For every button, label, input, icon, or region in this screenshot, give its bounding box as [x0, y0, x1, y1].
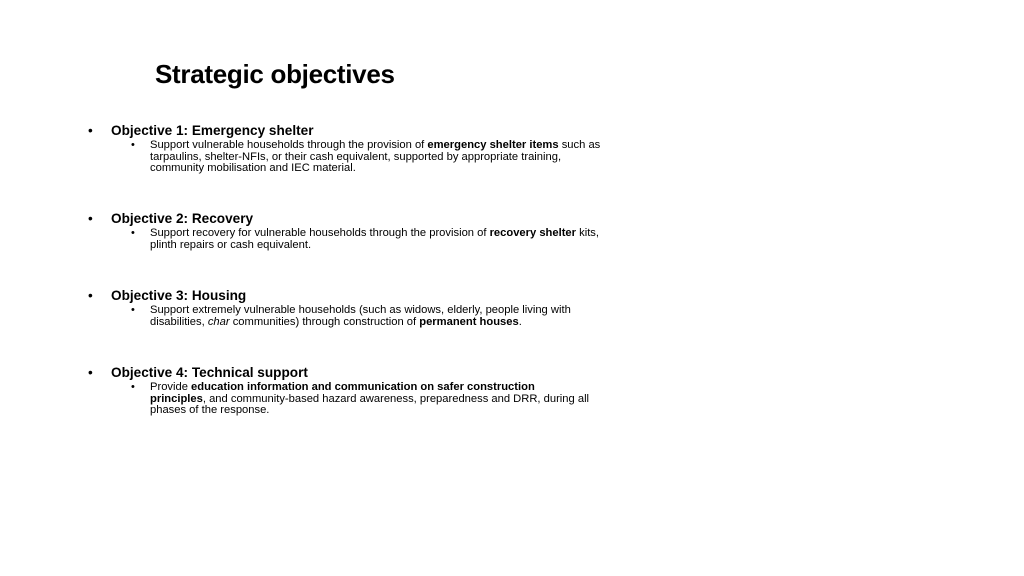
- bullet-icon: •: [88, 288, 93, 303]
- text-run: Provide: [150, 381, 192, 393]
- objective-item: [88, 364, 628, 417]
- emphasis-bold: permanent houses: [419, 315, 519, 328]
- emphasis-bold: education information and communication on safer construction principles: [150, 381, 535, 405]
- bullet-icon: •: [88, 365, 93, 380]
- bullet-icon: •: [88, 211, 93, 226]
- objective-heading-text: Objective 3: Housing: [111, 288, 247, 303]
- text-run: , and community-based hazard awareness, preparedness and DRR, during all phases of the response.: [150, 392, 590, 417]
- objective-detail-text: [150, 381, 589, 416]
- objective-heading-text: Objective 4: Technical support: [111, 365, 308, 380]
- objectives-list: [88, 0, 628, 576]
- objective-heading-text: Objective 1: Emergency shelter: [111, 123, 314, 138]
- text-run: Support recovery for vulnerable households through the provision of: [150, 227, 490, 239]
- objective-detail-text: [150, 304, 571, 328]
- objective-heading: [88, 287, 628, 305]
- text-run: Support extremely vulnerable households (such as widows, elderly, people living with disabilities,: [150, 304, 571, 328]
- objective-detail: [88, 228, 602, 251]
- text-run: communities) through construction of: [229, 315, 420, 328]
- objective-heading: [88, 122, 628, 140]
- objective-heading-text: Objective 2: Recovery: [111, 211, 254, 226]
- text-run: Support vulnerable households through the provision of: [150, 139, 428, 151]
- emphasis-bold: emergency shelter items: [427, 139, 559, 151]
- text-run: .: [518, 315, 522, 328]
- objective-heading: [88, 210, 628, 228]
- text-run: such as tarpaulins, shelter-NFIs, or their cash equivalent, supported by appropriate training, community mobilisation and IEC material.: [150, 139, 601, 175]
- objective-item: [88, 210, 628, 251]
- objective-item: [88, 122, 628, 175]
- sub-bullet-icon: •: [131, 304, 135, 316]
- bullet-icon: •: [88, 123, 93, 138]
- emphasis-bold: recovery shelter: [489, 227, 577, 239]
- objective-item: [88, 287, 628, 328]
- objective-detail: [88, 305, 612, 328]
- sub-bullet-icon: •: [131, 227, 135, 239]
- sub-bullet-icon: •: [131, 381, 135, 393]
- emphasis-italic: char: [207, 315, 230, 328]
- objective-detail: [88, 382, 590, 417]
- text-run: kits, plinth repairs or cash equivalent.: [150, 227, 600, 251]
- objective-heading: [88, 364, 628, 382]
- objective-detail-text: [150, 139, 600, 174]
- objective-detail-text: [150, 227, 599, 251]
- objective-detail: [88, 140, 610, 175]
- slide-title: Strategic objectives: [155, 59, 395, 89]
- sub-bullet-icon: •: [131, 139, 135, 151]
